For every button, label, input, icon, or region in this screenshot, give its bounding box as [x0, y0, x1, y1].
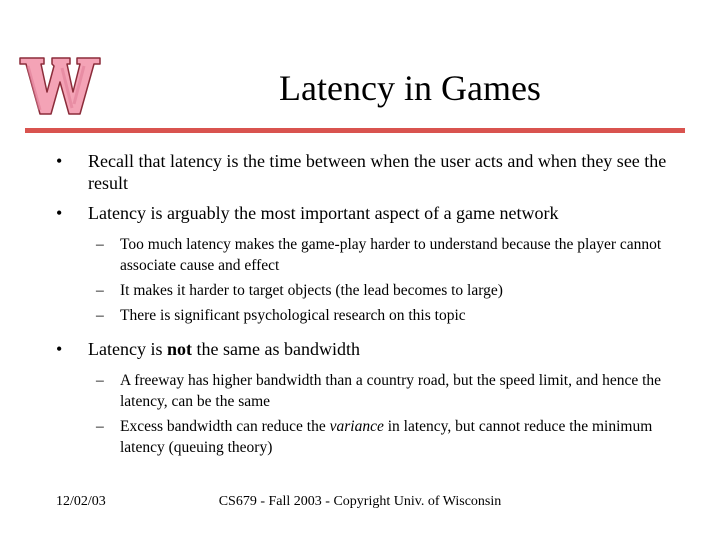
sub-bullet-item	[56, 305, 680, 326]
title-divider	[25, 128, 685, 133]
bullet-marker: •	[56, 339, 63, 359]
footer-date: 12/02/03	[56, 494, 106, 509]
dash-marker: –	[96, 282, 104, 299]
sub-bullet-item	[56, 280, 680, 301]
bullet-item	[56, 150, 680, 194]
sub-bullet-item	[56, 416, 680, 458]
footer-copyright: CS679 - Fall 2003 - Copyright Univ. of Wisconsin	[218, 494, 502, 509]
bullet-marker: •	[56, 203, 63, 223]
dash-marker: –	[96, 372, 104, 389]
sub-bullet-text	[120, 418, 652, 456]
sub-bullet-text-end: in latency, but cannot reduce the minimum latency (queuing theory)	[120, 418, 653, 456]
sub-bullet-text: It makes it harder to target objects (the lead becomes to large)	[120, 282, 503, 299]
sub-bullet-text-start: Excess bandwidth can reduce the	[120, 418, 330, 435]
slide-content	[56, 150, 680, 470]
bullet-item	[56, 202, 680, 224]
italic-emphasis: variance	[329, 418, 384, 435]
wisconsin-w-logo	[14, 44, 104, 124]
bullet-marker: •	[56, 151, 63, 171]
bullet-text-start: Latency is	[88, 339, 167, 359]
sub-list	[56, 370, 680, 458]
bullet-text: Latency is arguably the most important aspect of a game network	[88, 203, 559, 223]
bold-emphasis: not	[166, 339, 192, 359]
sub-bullet-text: A freeway has higher bandwidth than a country road, but the speed limit, and hence the latency, can be the same	[120, 372, 662, 410]
sub-list	[56, 234, 680, 326]
bullet-text	[88, 339, 360, 359]
bullet-item	[56, 338, 680, 360]
sub-bullet-text: Too much latency makes the game-play harder to understand because the player cannot associate cause and effect	[120, 236, 662, 274]
sub-bullet-item	[56, 234, 680, 276]
dash-marker: –	[96, 307, 104, 324]
bullet-text-end: the same as bandwidth	[192, 339, 360, 359]
slide-title: Latency in Games	[279, 68, 541, 108]
bullet-text: Recall that latency is the time between when the user acts and when they see the result	[88, 151, 667, 193]
dash-marker: –	[96, 418, 104, 435]
sub-bullet-item	[56, 370, 680, 412]
dash-marker: –	[96, 236, 104, 253]
sub-bullet-text: There is significant psychological research on this topic	[120, 307, 466, 324]
